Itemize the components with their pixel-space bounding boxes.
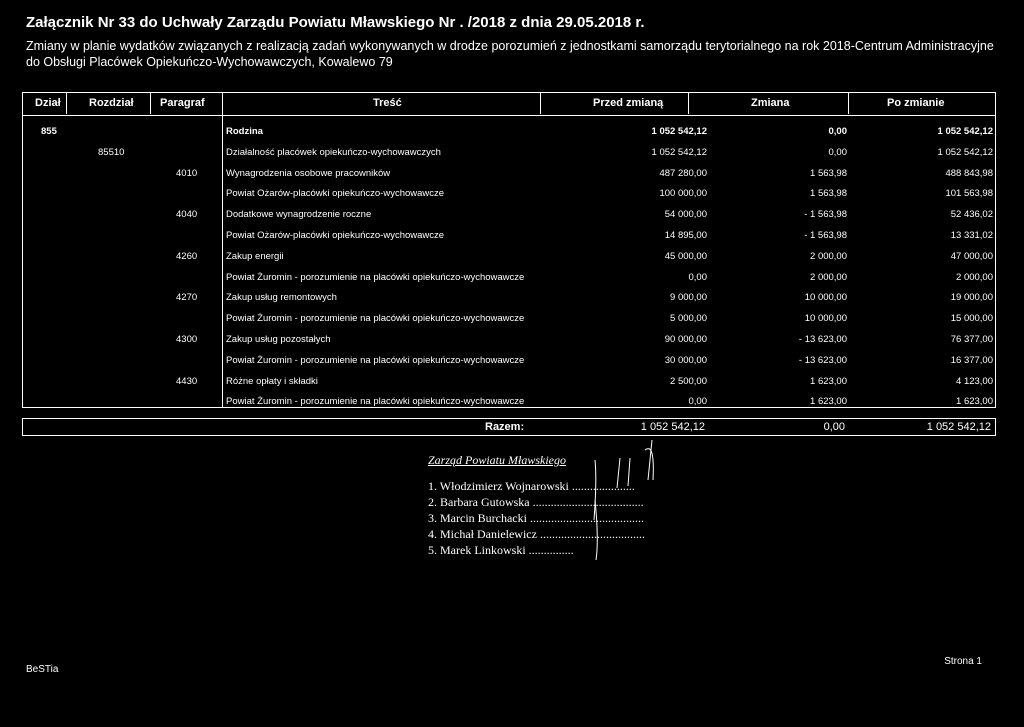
cell-po: 1 623,00 [956,396,993,408]
table-header [23,93,995,116]
signature-member: 1. Włodzimierz Wojnarowski ..................... [428,479,635,493]
cell-przed: 9 000,00 [670,292,707,304]
cell-tresc: Powiat Żuromin - porozumienie na placówki opiekuńczo-wychowawcze [226,396,525,408]
signature-member: 4. Michał Danielewicz ................................... [428,527,645,541]
cell-zmiana: 1 623,00 [810,375,847,387]
cell-przed: 90 000,00 [664,334,707,345]
cell-przed: 1 052 542,12 [651,146,707,158]
cell-zmiana: 0,00 [828,146,847,158]
cell-po: 76 377,00 [950,334,993,345]
handwritten-signature [590,440,680,570]
table-row [23,123,997,143]
table-row [23,165,997,185]
table-row [23,227,997,247]
cell-tresc: Powiat Ożarów-placówki opiekuńczo-wychowawcze [226,188,445,200]
table-row [23,248,997,268]
table-row [23,144,997,164]
cell-po: 4 123,00 [956,375,993,387]
col-paragraf: Paragraf [160,97,205,109]
cell-zmiana: - 1 563,98 [804,230,847,241]
document-title: Załącznik Nr 33 do Uchwały Zarządu Powiatu Mławskiego Nr . /2018 z dnia 29.05.2018 r. [26,14,645,31]
cell-paragraf: 4010 [176,167,198,179]
cell-tresc: Powiat Ożarów-placówki opiekuńczo-wychowawcze [226,230,445,241]
cell-po: 1 052 542,12 [937,146,993,158]
cell-po: 1 052 542,12 [937,126,993,137]
cell-przed: 487 280,00 [659,167,707,179]
cell-tresc: Wynagrodzenia osobowe pracowników [226,167,391,179]
cell-zmiana: 1 623,00 [810,396,847,408]
cell-tresc: Dodatkowe wynagrodzenie roczne [226,209,372,221]
cell-tresc: Powiat Żuromin - porozumienie na placówki opiekuńczo-wychowawcze [226,354,525,366]
total-zmiana: 0,00 [823,421,845,433]
cell-tresc: Różne opłaty i składki [226,375,318,387]
total-przed: 1 052 542,12 [640,421,705,433]
signature-heading: Zarząd Powiatu Mławskiego [428,453,567,467]
col-divider [848,92,849,114]
cell-przed: 30 000,00 [664,354,707,366]
table-row [23,352,997,372]
col-divider [222,92,223,408]
cell-przed: 0,00 [688,396,707,408]
cell-tresc: Powiat Żuromin - porozumienie na placówki opiekuńczo-wychowawcze [226,271,525,283]
cell-paragraf: 4040 [176,209,198,221]
cell-przed: 100 000,00 [659,188,707,200]
document-subtitle: Zmiany w planie wydatków związanych z realizacją zadań wykonywanych w drodze porozumień z jednostkami samorządu terytorialnego na rok 2018-Centrum Administracyjne do Obsługi Placówek Opiekuńczo-Wychowawczych, Kowalewo 79 [26,39,994,69]
cell-zmiana: - 13 623,00 [798,354,847,366]
cell-paragraf: 4430 [176,375,198,387]
signature-member: 2. Barbara Gutowska ..................................... [428,495,644,509]
cell-paragraf: 4270 [176,292,198,304]
cell-dzial: 855 [41,126,57,137]
table-row [23,289,997,309]
col-divider [150,92,151,114]
col-divider [540,92,541,114]
col-po: Po zmianie [887,97,945,109]
cell-zmiana: - 13 623,00 [798,334,847,345]
cell-przed: 1 052 542,12 [651,126,707,137]
cell-zmiana: 2 000,00 [810,271,847,283]
cell-tresc: Zakup usług remontowych [226,292,337,304]
cell-po: 15 000,00 [950,313,993,325]
signature-member: 3. Marcin Burchacki ...................................... [428,511,644,525]
budget-table [22,92,996,408]
footer-page: Strona 1 [944,656,982,667]
cell-przed: 45 000,00 [664,250,707,262]
cell-po: 2 000,00 [956,271,993,283]
col-rozdzial: Rozdział [89,97,134,109]
signature-member: 5. Marek Linkowski ............... [428,543,574,557]
total-row [22,418,996,436]
col-zmiana: Zmiana [751,97,790,109]
cell-zmiana: - 1 563,98 [804,209,847,221]
total-label: Razem: [485,421,525,433]
cell-po: 488 843,98 [945,167,993,179]
cell-paragraf: 4260 [176,250,198,262]
cell-zmiana: 1 563,98 [810,188,847,200]
table-row [23,373,997,393]
col-tresc: Treść [373,97,402,109]
cell-zmiana: 10 000,00 [804,313,847,325]
cell-tresc: Zakup usług pozostałych [226,334,331,345]
cell-zmiana: 1 563,98 [810,167,847,179]
cell-przed: 54 000,00 [664,209,707,221]
col-divider [66,92,67,114]
col-divider [688,92,689,114]
col-przed: Przed zmianą [593,97,664,109]
table-row [23,393,997,413]
cell-zmiana: 0,00 [828,126,847,137]
cell-rozdzial: 85510 [98,146,125,158]
col-dzial: Dział [35,97,61,109]
footer-software: BeSTia [26,664,59,675]
cell-paragraf: 4300 [176,334,198,345]
cell-zmiana: 2 000,00 [810,250,847,262]
cell-po: 19 000,00 [950,292,993,304]
cell-przed: 5 000,00 [670,313,707,325]
table-row [23,269,997,289]
cell-po: 13 331,02 [950,230,993,241]
cell-tresc: Powiat Żuromin - porozumienie na placówki opiekuńczo-wychowawcze [226,313,525,325]
total-po: 1 052 542,12 [926,421,991,433]
cell-tresc: Rodzina [226,126,263,137]
table-row [23,185,997,205]
cell-po: 16 377,00 [950,354,993,366]
cell-przed: 0,00 [688,271,707,283]
cell-po: 47 000,00 [950,250,993,262]
cell-przed: 2 500,00 [670,375,707,387]
table-row [23,331,997,351]
cell-po: 101 563,98 [945,188,993,200]
cell-po: 52 436,02 [950,209,993,221]
table-row [23,206,997,226]
cell-przed: 14 895,00 [664,230,707,241]
table-row [23,310,997,330]
cell-tresc: Działalność placówek opiekuńczo-wychowawczych [226,146,441,158]
cell-tresc: Zakup energii [226,250,284,262]
cell-zmiana: 10 000,00 [804,292,847,304]
